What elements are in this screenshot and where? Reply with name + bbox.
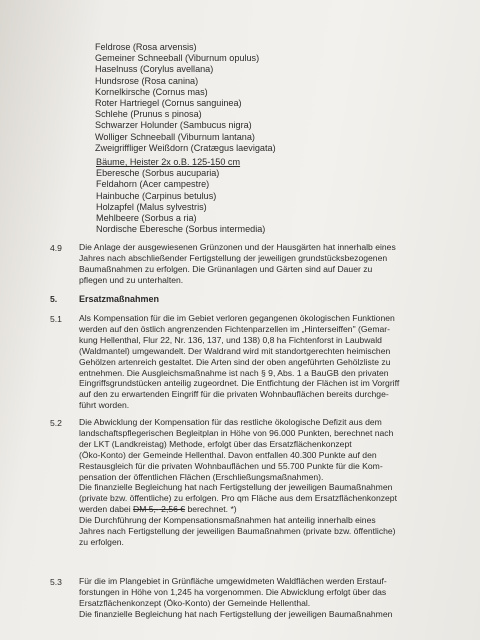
section-5-3-text	[79, 576, 392, 620]
text-line: Die Abwicklung der Kompensation für das restliche ökologische Defizit aus dem	[79, 417, 382, 427]
text-line: Gehölzen artenreich gestaltet. Die Arten sind der oben angeführten Gehölzliste zu	[79, 356, 391, 367]
list-item: Mehlbeere (Sorbus a ria)	[96, 213, 197, 224]
text-line: (private bzw. öffentliche) zu erfolgen. Pro qm Fläche aus dem Ersatzflächenkonzept	[79, 493, 397, 504]
price-line-start: werden dabei	[79, 504, 133, 515]
list-item: Kornelkirsche (Cornus mas)	[95, 86, 208, 97]
list-item: Feldrose (Rosa arvensis)	[95, 42, 197, 52]
list-item: Hainbuche (Carpinus betulus)	[96, 190, 217, 201]
text-line: der LKT (Landkreistag) Methode, erfolgt über das Ersatzflächenkonzept	[79, 438, 352, 449]
text-line: forstungen in Höhe von 1,245 ha vorgenommen. Die Abwicklung erfolgt über das	[79, 586, 387, 597]
text-line: (Waldmantel) umgewandelt. Der Waldrand wird mit standortgerechten heimischen	[79, 345, 391, 356]
text-line: Die Anlage der ausgewiesenen Grünzonen und der Hausgärten hat innerhalb eines	[79, 242, 396, 252]
section-number-5-1: 5.1	[50, 314, 62, 324]
section-number-5: 5.	[50, 294, 58, 304]
list-item: Gemeiner Schneeball (Viburnum opulus)	[95, 53, 260, 64]
list-item: Schwarzer Holunder (Sambucus nigra)	[95, 120, 252, 131]
section-number-5-3: 5.3	[50, 577, 62, 587]
section-5-1-text	[79, 313, 399, 411]
text-line: kung Hellenthal, Flur 22, Nr. 136, 137, und 138) 0,8 ha Fichtenforst in Laubwald	[79, 334, 382, 345]
text-line: Die Durchführung der Kompensationsmaßnahmen hat anteilig innerhalb eines	[79, 515, 376, 526]
text-line: Jahres nach abschließender Fertigstellung der jeweiligen grundstücksbezogenen	[79, 252, 388, 263]
price-line-end: berechnet. *)	[185, 504, 237, 515]
text-line: landschaftspflegerischen Begleitplan in Höhe von 96.000 Punkten, berechnet nach	[79, 427, 394, 438]
euro-price: 2,56 €	[158, 504, 186, 515]
list-item: Roter Hartriegel (Cornus sanguinea)	[95, 98, 242, 109]
text-line: Jahres nach Fertigstellung der jeweiligen Baumaßnahmen (private bzw. öffentliche)	[79, 526, 396, 537]
section-number-4-9: 4.9	[50, 243, 62, 253]
text-line: zu erfolgen.	[79, 536, 124, 547]
list-item: Wolliger Schneeball (Viburnum lantana)	[95, 131, 255, 142]
text-line: pflegen und zu unterhalten.	[79, 274, 184, 285]
text-line: Restausgleich für die privaten Wohnbauflächen und 55.700 Punkte für die Kom-	[79, 460, 383, 471]
list-item: Nordische Eberesche (Sorbus intermedia)	[96, 224, 266, 235]
text-line: Als Kompensation für die im Gebiet verloren gegangenen ökologischen Funktionen	[79, 313, 395, 323]
text-line: Ersatzflächenkonzept (Öko-Konto) der Gemeinde Hellenthal.	[79, 597, 311, 608]
list-item: Zweigriffliger Weißdorn (Cratægus laevigata)	[95, 142, 276, 153]
text-line: Die finanzielle Begleichung hat nach Fertigstellung der jeweiligen Baumaßnahmen	[79, 608, 393, 619]
text-line: Eingriffsgrundstücken anteilig zugeordnet. Die Entfichtung der Flächen ist im Vorgriff	[79, 378, 400, 389]
section-title-ersatzmassnahmen: Ersatzmaßnahmen	[79, 294, 160, 304]
list-item: Feldahorn (Acer campestre)	[96, 179, 210, 190]
section-number-5-2: 5.2	[50, 418, 62, 428]
section-4-9-text	[79, 242, 396, 286]
list-item: Haselnuss (Corylus avellana)	[95, 64, 214, 75]
text-line: entnehmen. Die Ausgleichsmaßnahme ist nach § 9, Abs. 1 a BauGB den privaten	[79, 367, 389, 378]
text-line: Baumaßnahmen zu erfolgen. Die Grünanlagen und Gärten sind auf Dauer zu	[79, 263, 373, 274]
struck-price: DM 5,-	[133, 504, 159, 515]
text-line: führt worden.	[79, 400, 130, 411]
tree-list	[96, 157, 265, 235]
text-line: Die finanzielle Begleichung hat nach Fertigstellung der jeweiligen Baumaßnahmen	[79, 482, 393, 493]
list-item: Schlehe (Prunus s pinosa)	[95, 109, 202, 120]
text-line: auf den zu erwartenden Eingriff für die privaten Wohnbauflächen bereits durchge-	[79, 389, 389, 400]
text-line: werden auf den östlich angrenzenden Fichtenparzellen im „Hinterseiffen" (Gemar-	[79, 323, 390, 334]
section-5-2-text	[79, 417, 397, 548]
text-line: pensation der öffentlichen Flächen (Erschließungsmaßnahmen).	[79, 471, 324, 482]
list-item: Eberesche (Sorbus aucuparia)	[96, 168, 220, 179]
list-item: Hundsrose (Rosa canina)	[95, 75, 199, 86]
shrub-list	[95, 42, 276, 154]
price-line	[79, 504, 397, 515]
text-line: (Öko-Konto) der Gemeinde Hellenthal. Davon entfallen 40.300 Punkte auf den	[79, 449, 377, 460]
tree-list-heading: Bäume, Heister 2x o.B. 125-150 cm	[96, 157, 241, 167]
text-line: Für die im Plangebiet in Grünfläche umgewidmeten Waldflächen werden Erstauf-	[79, 576, 387, 586]
list-item: Holzapfel (Malus sylvestris)	[96, 201, 207, 212]
